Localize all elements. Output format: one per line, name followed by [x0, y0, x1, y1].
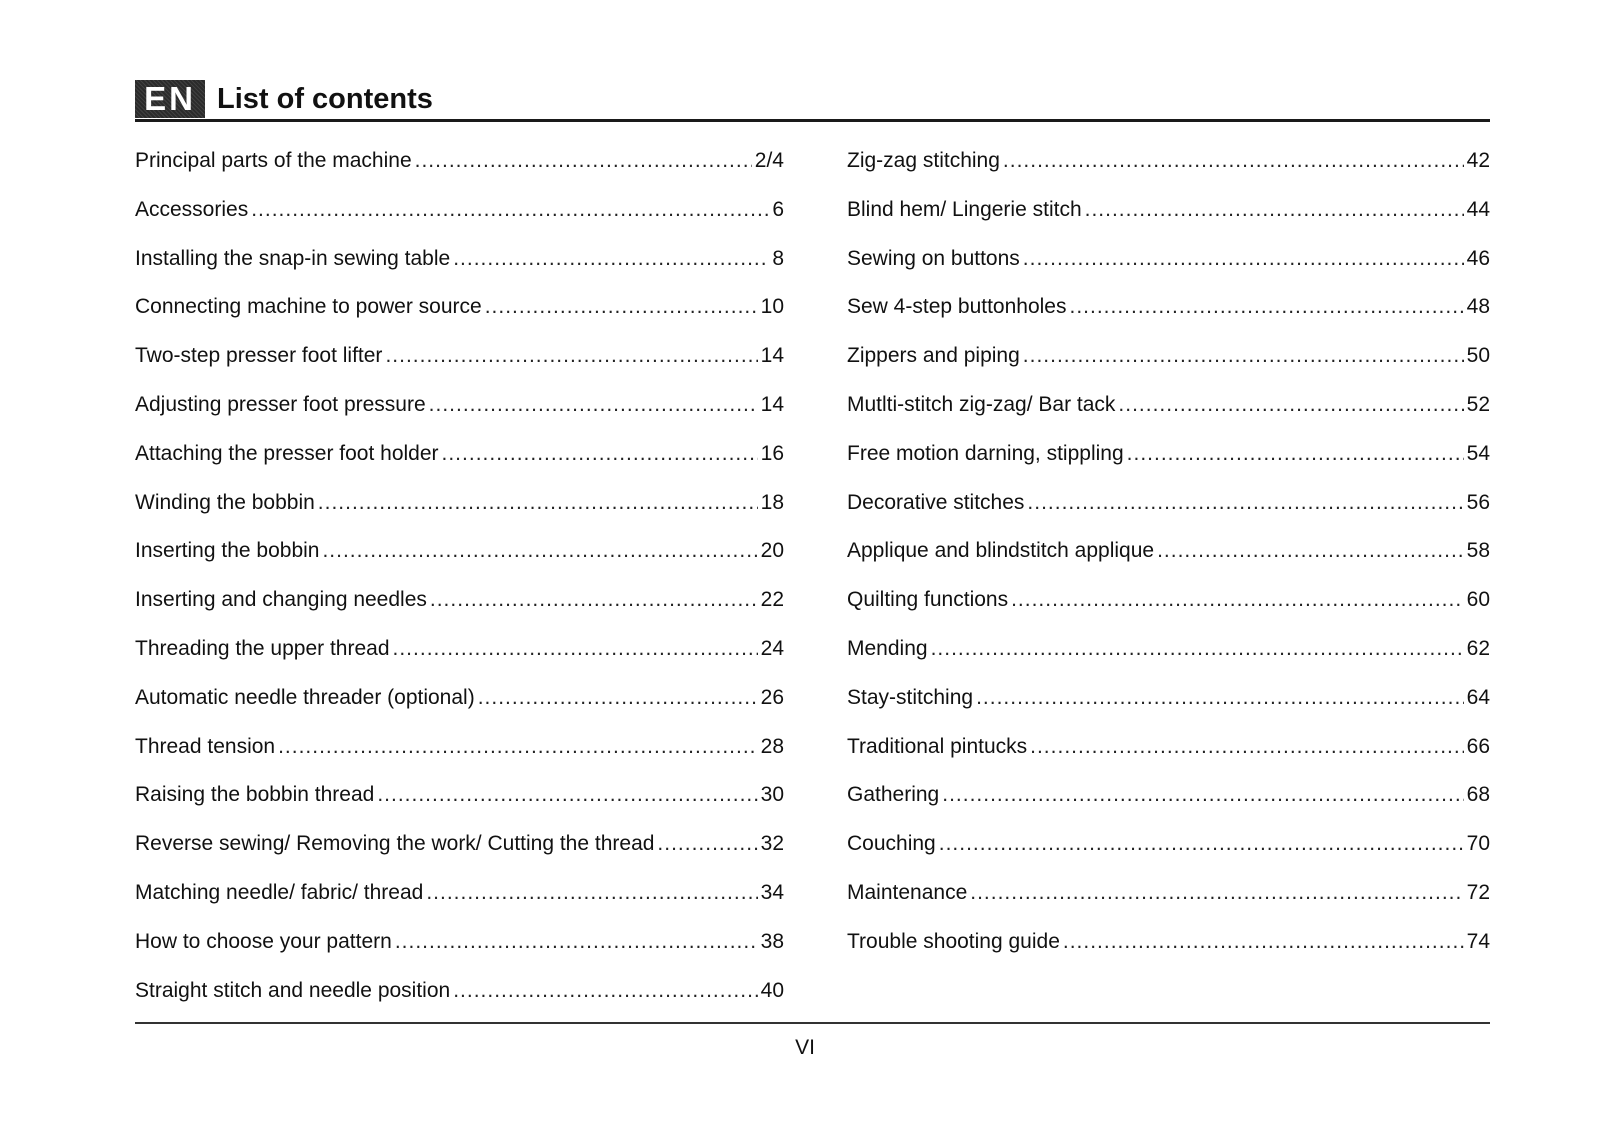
toc-dot-leader	[251, 196, 769, 224]
toc-entry	[847, 879, 1490, 928]
toc-entry-page: 64	[1466, 685, 1490, 709]
toc-entry	[135, 977, 784, 1026]
toc-dot-leader	[1023, 342, 1464, 370]
toc-entry-title: How to choose your pattern	[135, 929, 392, 953]
toc-dot-leader	[485, 293, 758, 321]
toc-dot-leader	[393, 635, 758, 663]
toc-entry-page: 40	[760, 978, 784, 1002]
toc-dot-leader	[278, 733, 758, 761]
toc-entry-page: 70	[1466, 832, 1490, 856]
toc-dot-leader	[395, 928, 758, 956]
toc-entry-page: 58	[1466, 539, 1490, 563]
toc-entry-title: Zig-zag stitching	[847, 149, 1000, 172]
toc-entry	[847, 635, 1490, 684]
toc-entry-page: 16	[760, 441, 784, 465]
toc-entry-title: Blind hem/ Lingerie stitch	[847, 197, 1082, 221]
toc-column-left	[135, 147, 784, 1025]
toc-dot-leader	[942, 781, 1463, 809]
toc-entry-title: Two-step presser foot lifter	[135, 344, 383, 368]
toc-entry-title: Trouble shooting guide	[847, 929, 1060, 953]
toc-entry-page: 52	[1466, 392, 1490, 416]
page-title: List of contents	[217, 82, 433, 115]
toc-entry-title: Attaching the presser foot holder	[135, 441, 439, 465]
toc-entry-page: 10	[760, 295, 784, 319]
toc-entry-page: 68	[1466, 783, 1490, 807]
toc-entry-page: 32	[760, 832, 784, 856]
toc-entry-page: 74	[1466, 929, 1490, 953]
toc-entry	[135, 147, 784, 196]
toc-entry-page: 20	[760, 539, 784, 563]
toc-entry	[847, 586, 1490, 635]
toc-entry-page: 8	[772, 246, 784, 270]
toc-entry-page: 22	[760, 588, 784, 612]
toc-entry	[847, 733, 1490, 782]
toc-dot-leader	[1118, 391, 1463, 419]
header-divider	[135, 119, 1490, 122]
toc-entry-title: Principal parts of the machine	[135, 149, 412, 172]
toc-entry	[847, 293, 1490, 342]
toc-entry-title: Couching	[847, 832, 936, 856]
toc-entry-title: Decorative stitches	[847, 490, 1025, 514]
toc-dot-leader	[970, 879, 1463, 907]
footer-divider	[135, 1022, 1490, 1024]
toc-dot-leader	[442, 440, 758, 468]
toc-entry-title: Installing the snap-in sewing table	[135, 246, 451, 270]
toc-dot-leader	[1030, 733, 1464, 761]
toc-entry-page: 42	[1466, 149, 1490, 172]
toc-entry	[135, 537, 784, 586]
toc-dot-leader	[318, 489, 758, 517]
toc-dot-leader	[377, 781, 757, 809]
toc-dot-leader	[931, 635, 1464, 663]
toc-entry	[135, 245, 784, 294]
toc-entry	[847, 196, 1490, 245]
toc-dot-leader	[1011, 586, 1464, 614]
toc-dot-leader	[1127, 440, 1464, 468]
toc-dot-leader	[939, 830, 1464, 858]
toc-entry-title: Reverse sewing/ Removing the work/ Cutting the thread	[135, 832, 655, 856]
toc-entry-title: Inserting and changing needles	[135, 588, 427, 612]
toc-entry-title: Connecting machine to power source	[135, 295, 482, 319]
toc-entry	[135, 293, 784, 342]
toc-entry	[135, 489, 784, 538]
toc-entry-page: 72	[1466, 880, 1490, 904]
toc-entry-page: 56	[1466, 490, 1490, 514]
toc-entry	[135, 440, 784, 489]
toc-entry-title: Adjusting presser foot pressure	[135, 392, 426, 416]
toc-entry-page: 2/4	[754, 149, 784, 172]
toc-entry-title: Gathering	[847, 783, 940, 807]
toc-dot-leader	[322, 537, 757, 565]
toc-dot-leader	[453, 977, 757, 1005]
toc-entry-page: 46	[1466, 246, 1490, 270]
toc-entry	[135, 342, 784, 391]
language-badge: EN	[135, 80, 205, 118]
toc-entry	[135, 733, 784, 782]
toc-entry-title: Mending	[847, 636, 928, 660]
toc-entry	[847, 489, 1490, 538]
toc-dot-leader	[385, 342, 757, 370]
toc-dot-leader	[478, 684, 758, 712]
toc-entry	[135, 391, 784, 440]
toc-entry-title: Accessories	[135, 197, 249, 221]
toc-dot-leader	[1157, 537, 1464, 565]
toc-dot-leader	[426, 879, 757, 907]
toc-entry-title: Quilting functions	[847, 588, 1009, 612]
toc-dot-leader	[429, 391, 758, 419]
toc-dot-leader	[1069, 293, 1463, 321]
toc-entry	[847, 928, 1490, 977]
toc-entry-page: 62	[1466, 636, 1490, 660]
toc-entry-title: Stay-stitching	[847, 685, 974, 709]
toc-entry	[847, 537, 1490, 586]
toc-dot-leader	[976, 684, 1464, 712]
toc-entry-title: Thread tension	[135, 734, 276, 758]
toc-entry	[847, 684, 1490, 733]
toc-entry	[135, 781, 784, 830]
toc-entry-page: 14	[760, 344, 784, 368]
toc-entry-page: 34	[760, 880, 784, 904]
toc-entry-page: 24	[760, 636, 784, 660]
toc-dot-leader	[1023, 245, 1464, 273]
toc-entry-title: Mutlti-stitch zig-zag/ Bar tack	[847, 392, 1116, 416]
toc-entry-title: Automatic needle threader (optional)	[135, 685, 475, 709]
toc-entry	[847, 830, 1490, 879]
toc-entry-title: Sew 4-step buttonholes	[847, 295, 1067, 319]
toc-entry-title: Winding the bobbin	[135, 490, 315, 514]
toc-entry-title: Inserting the bobbin	[135, 539, 320, 563]
toc-entry-page: 60	[1466, 588, 1490, 612]
toc-entry	[135, 879, 784, 928]
toc-entry-page: 66	[1466, 734, 1490, 758]
toc-entry-title: Sewing on buttons	[847, 246, 1020, 270]
toc-entry-title: Straight stitch and needle position	[135, 978, 451, 1002]
toc-entry-page: 30	[760, 783, 784, 807]
toc-column-right	[847, 147, 1490, 977]
toc-dot-leader	[453, 245, 769, 273]
toc-entry-title: Threading the upper thread	[135, 636, 390, 660]
toc-entry	[847, 147, 1490, 196]
toc-entry-title: Free motion darning, stippling	[847, 441, 1124, 465]
toc-entry-title: Matching needle/ fabric/ thread	[135, 880, 424, 904]
page-header	[135, 78, 433, 120]
toc-dot-leader	[657, 830, 757, 858]
toc-entry-page: 48	[1466, 295, 1490, 319]
toc-entry	[847, 781, 1490, 830]
toc-entry	[847, 342, 1490, 391]
toc-entry-title: Maintenance	[847, 880, 968, 904]
toc-entry-page: 38	[760, 929, 784, 953]
page-number: VI	[795, 1036, 815, 1059]
toc-entry	[135, 928, 784, 977]
toc-entry-title: Zippers and piping	[847, 344, 1020, 368]
toc-entry	[135, 196, 784, 245]
toc-dot-leader	[415, 147, 752, 175]
toc-dot-leader	[1085, 196, 1464, 224]
toc-entry-title: Raising the bobbin thread	[135, 783, 375, 807]
toc-dot-leader	[1003, 147, 1464, 175]
toc-entry	[847, 391, 1490, 440]
toc-entry-page: 18	[760, 490, 784, 514]
toc-entry-page: 14	[760, 392, 784, 416]
toc-entry-page: 50	[1466, 344, 1490, 368]
toc-entry-page: 26	[760, 685, 784, 709]
toc-entry	[135, 635, 784, 684]
toc-entry	[847, 245, 1490, 294]
toc-entry	[847, 440, 1490, 489]
toc-entry-page: 54	[1466, 441, 1490, 465]
toc-entry	[135, 684, 784, 733]
toc-entry	[135, 586, 784, 635]
toc-entry-page: 44	[1466, 197, 1490, 221]
toc-entry	[135, 830, 784, 879]
toc-dot-leader	[1063, 928, 1464, 956]
toc-dot-leader	[1027, 489, 1463, 517]
toc-entry-title: Traditional pintucks	[847, 734, 1028, 758]
toc-entry-page: 6	[772, 197, 784, 221]
toc-entry-title: Applique and blindstitch applique	[847, 539, 1155, 563]
toc-dot-leader	[430, 586, 758, 614]
toc-entry-page: 28	[760, 734, 784, 758]
